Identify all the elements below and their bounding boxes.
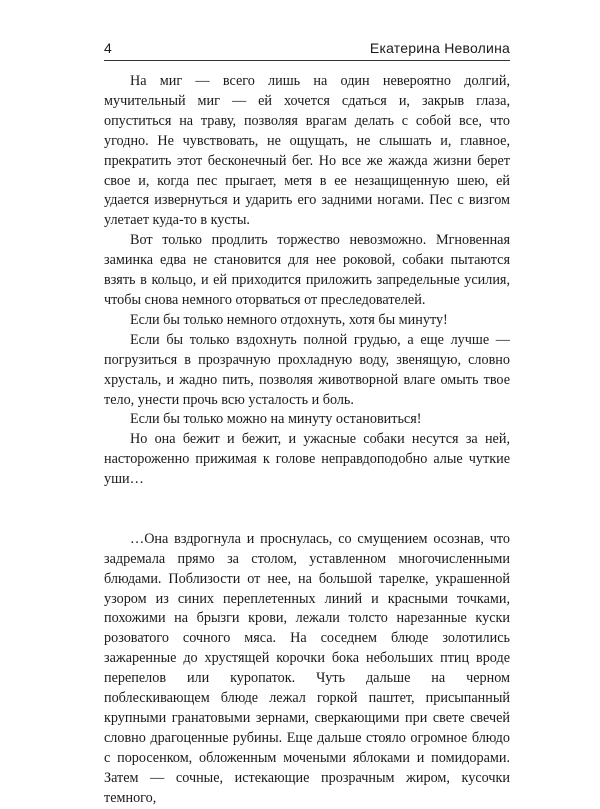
paragraph: Вот только продлить торжество невозможно. Мгновенная заминка едва не становится для нее роковой, собаки пытаются взять в кольцо, и ей приходится приложить запредельные усилия, чтобы снова немного оторваться от преследователей. [104,232,510,308]
paragraph: Но она бежит и бежит, и ужасные собаки несутся за ней, настороженно прижимая к голове неправдоподобно алые чуткие уши… [104,431,510,488]
running-head [104,40,510,60]
paragraph: На миг — всего лишь на один невероятно долгий, мучительный миг — ей хочется сдаться и, закрыв глаза, опуститься на траву, позволяя врагам делать с собой все, что угодно. Не чувствовать, не ощущать, не слышать и, главное, прекратить этот бесконечный бег. Но все же жажда жизни берет свое и, когда пес прыгает, метя в ее незащищенную шею, ей удается извернуться и ударить его задними ногами. Пес с визгом улетает куда-то в кусты. [104,73,510,229]
running-title: Екатерина Неволина [369,40,510,56]
page-number: 4 [104,40,112,56]
header-rule [104,60,510,61]
paragraph: Если бы только немного отдохнуть, хотя бы минуту! [130,311,448,328]
paragraph: …Она вздрогнула и проснулась, со смущением осознав, что задремала прямо за столом, уставленном многочисленными блюдами. Поблизости от нее, на большой тарелке, украшенной узором из синих переплетенных линий и красными точками, похожими на брызги крови, лежали толсто нарезанные куски розоватого сочного мяса. На соседнем блюде золотились зажаренные до хрустящей корочки бока небольших птиц вроде перепелов или куропаток. Чуть дальше на черном поблескивающем блюде лежал горкой паштет, присыпанный крупными гранатовыми зернами, сверкающими при свете свечей словно драгоценные рубины. Еще дальше стояло огромное блюдо с поросенком, обложенным мочеными яблоками и помидорами. Затем — сочные, истекающие прозрачным жиром, кусочки темного, [104,530,510,806]
paragraph: Если бы только вздохнуть полной грудью, а еще лучше — погрузиться в прозрачную прохладную воду, звенящую, словно хрусталь, и жадно пить, позволяя животворной влаге омыть твое тело, унести прочь всю усталость и боль. [104,331,510,408]
scene-break [104,490,510,530]
body-text [104,72,510,809]
paragraph: Если бы только можно на минуту остановиться! [130,411,422,428]
